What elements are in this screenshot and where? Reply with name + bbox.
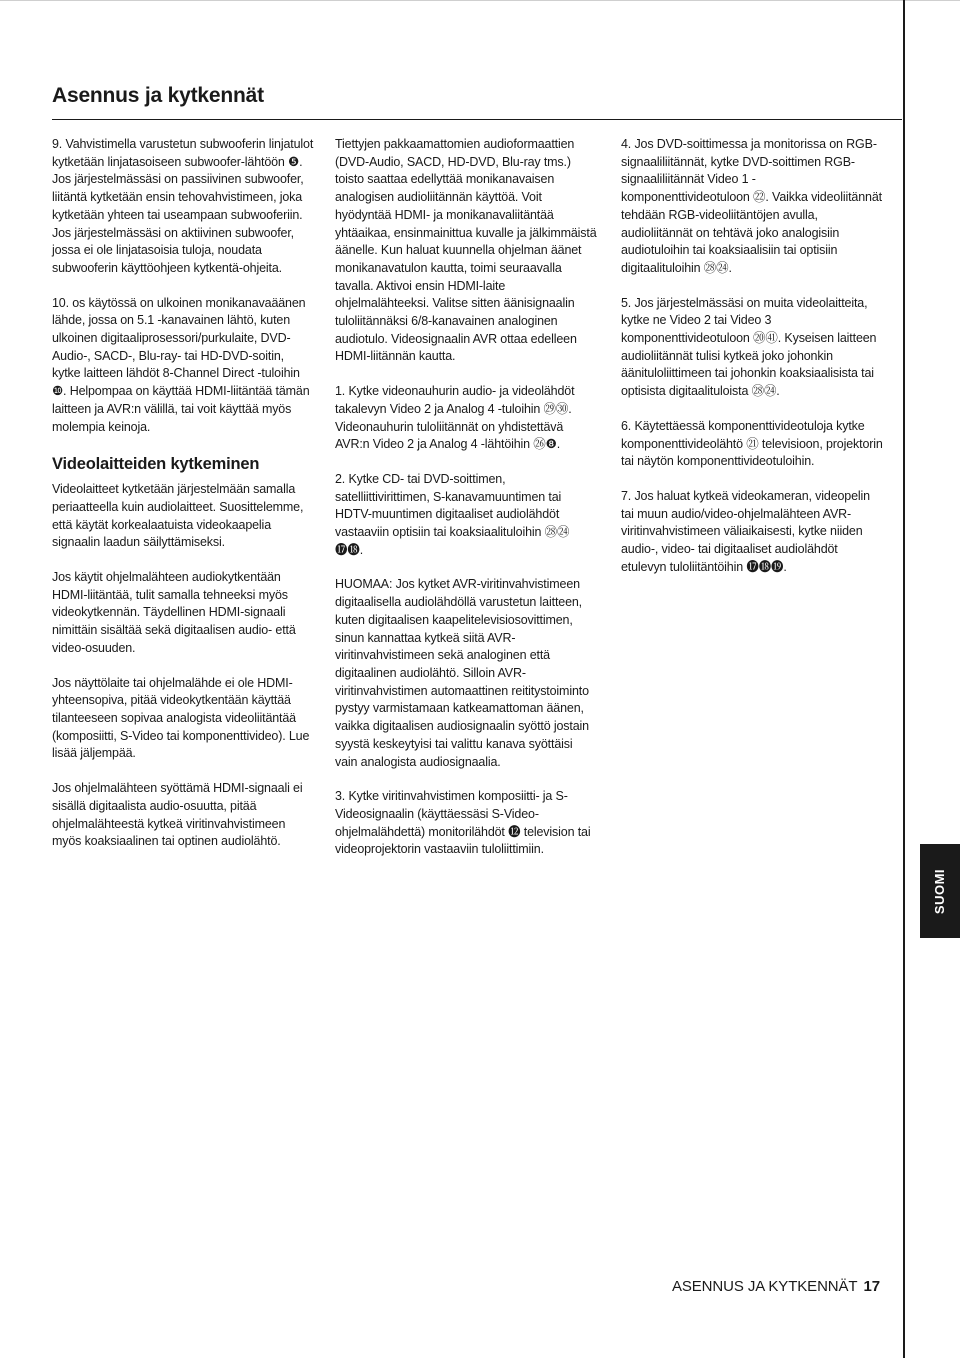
language-tab-label: SUOMI bbox=[932, 868, 948, 914]
paragraph-analog-video: Jos näyttölaite tai ohjelmalähde ei ole HDMI-yhteensopiva, pitää videokytkentään käyttää tilanteeseen sopivaa analogista videoliitäntää (komposiitti, S-Video tai komponenttivideo). Lue lisää jäljempää. bbox=[52, 675, 310, 761]
title-rule bbox=[52, 119, 902, 120]
language-tab bbox=[920, 844, 960, 938]
paragraph-subwoofer: 9. Vahvistimella varustetun subwooferin linjatulot kytketään linjatasoiseen subwoofer-lähtöön ❺. Jos järjestelmässäsi on passiivinen subwoofer, liitäntä kytketään ensin tehovahvistimeen, joka kytketään yhteen tai useampaan subwooferiin. Jos järjestelmässäsi on aktiivinen subwoofer, jossa ei ole linjatasoisia tuloja, noudata subwooferin käyttöohjeen kytkentä-ohjeita. bbox=[52, 137, 314, 275]
paragraph-step-6-component: 6. Käytettäessä komponenttivideotuloja kytke komponenttivideolähtö ㉑ televisioon, projektorin tai näytön komponenttivideotuloihin. bbox=[621, 418, 883, 469]
paragraph-step-5-other-video: 5. Jos järjestelmässäsi on muita videolaitteita, kytke ne Video 2 tai Video 3 komponenttivideotuloon ⑳㊶. Kyseisen laitteen audioliitännät tulisi kytkeä joko johonkin äänituloliittimeen tai johonkin koaksiaalisista tai optisista digitaalituloista ㉘㉔. bbox=[621, 295, 877, 399]
page-title: Asennus ja kytkennät bbox=[52, 84, 264, 107]
footer-section-label: ASENNUS JA KYTKENNÄT bbox=[671, 1278, 858, 1295]
paragraph-hdmi-audio: Jos käytit ohjelmalähteen audiokytkentään HDMI-liitäntää, tulit samalla tehneeksi myös videokytkennän. Täydellinen HDMI-signaali nimittäin sisältää sekä digitaalisen audio- että video-osuuden. bbox=[52, 570, 296, 655]
page-number: 17 bbox=[863, 1278, 880, 1295]
column-2 bbox=[335, 136, 597, 876]
column-1 bbox=[52, 136, 314, 868]
column-3 bbox=[621, 136, 883, 593]
page-margin-rule bbox=[903, 0, 905, 1358]
page-footer bbox=[672, 1278, 880, 1295]
paragraph-hdmi-no-audio: Jos ohjelmalähteen syöttämä HDMI-signaali ei sisällä digitaalista audio-osuutta, pitää ohjelmalähteestä kytkeä viritinvahvistimeen myös koaksiaalinen tai optinen audiolähtö. bbox=[52, 781, 303, 849]
paragraph-step-3-monitor: 3. Kytke viritinvahvistimen komposiitti- ja S-Videosignaalin (käyttäessäsi S-Video-ohjelmalähdettä) monitorilähdöt ⓬ television tai videoprojektorin vastaaviin tuloliittimiin. bbox=[335, 789, 591, 857]
paragraph-step-4-rgb: 4. Jos DVD-soittimessa ja monitorissa on RGB-signaaliliitännät, kytke DVD-soittimen RGB-signaaliliitännät Video 1 -komponenttivideotuloon ㉒. Vaikka videoliitännät tehdään RGB-videoliitäntöjen avulla, audioliitännät on tehtävä joko analogisiin audiotuloihin tai koaksiaalisiin tai optisiin digitaalituloihin ㉘㉔. bbox=[621, 137, 882, 275]
paragraph-multichannel-source: 10. os käytössä on ulkoinen monikanavaäänen lähde, jossa on 5.1 -kanavainen lähtö, kuten ulkoinen digitaaliprosessori/purkulaite, DVD-Audio-, SACD-, Blu-ray- tai HD-DVD-soitin, kytke laitteen lähdöt 8-Channel Direct -tuloihin ❿. Helpompaa on käyttää HDMI-liitäntää tämän laitteen ja AVR:n välillä, tai voit käyttää myös molempia keinoja. bbox=[52, 295, 310, 434]
paragraph-uncompressed-formats: Tiettyjen pakkaamattomien audioformaattien (DVD-Audio, SACD, HD-DVD, Blu-ray tms.) toisto saattaa edellyttää monikanavaisen analogisen audioliitännän käyttöä. Voit hyödyntää HDMI- ja monikanavaliitäntää yhtäaikaa, ensinmainittua kuvalle ja jälkimmäistä äänelle. Kun haluat kuunnella ohjelman äänet monikanavatulon kautta, toimi seuraavalla tavalla. Aktivoi ensin HDMI-laite ohjelmalähteeksi. Valitse sitten äänisignaalin tuloliitännäksi 6/8-kanavainen analoginen audiotulo. Videosignaalin AVR ottaa edelleen HDMI-liitännän kautta. bbox=[335, 137, 597, 364]
top-page-edge bbox=[0, 0, 960, 1]
paragraph-note: HUOMAA: Jos kytket AVR-viritinvahvistimeen digitaalisella audiolähdöllä varustetun laitteen, kuten digitaalisen kaapelitelevisiosovittimen, sinun kannattaa kytkeä siitä AVR-viritinvahvistimeen sekä analoginen että digitaalinen audiolähtö. Silloin AVR-viritinvahvistimen automaattinen reititystoiminto pystyy varmistamaan katkeamattoman äänen, vaikka digitaalisen audiosignaalin syöttö jostain syystä keskeytyisi tai valittu kanava syöttäisi vain analogista audiosignaalia. bbox=[335, 577, 589, 769]
paragraph-step-7-front-inputs: 7. Jos haluat kytkeä videokameran, videopelin tai muun audio/video-ohjelmalähteen AVR-viritinvahvistimeen väliaikaisesti, kytke niiden audio-, video- tai digitaaliset audiolähdöt etulevyn tuloliitäntöihin ⓱⓲⓳. bbox=[621, 488, 870, 574]
paragraph-video-intro: Videolaitteet kytketään järjestelmään samalla periaatteella kuin audiolaitteet. Suosittelemme, että käytät korkealaatuista videokaapelia signaalin laadun säilyttämiseksi. bbox=[52, 482, 304, 550]
paragraph-step-2-digital: 2. Kytke CD- tai DVD-soittimen, satelliittivirittimen, S-kanavamuuntimen tai HDTV-muuntimen digitaaliset audiolähdöt vastaaviin optisiin tai koaksiaalituloihin ㉘㉔⓱⓲. bbox=[335, 471, 570, 557]
section-heading-video: Videolaitteiden kytkeminen bbox=[52, 455, 260, 474]
paragraph-step-1-vcr: 1. Kytke videonauhurin audio- ja videolähdöt takalevyn Video 2 ja Analog 4 -tuloihin ㉙㉚. Videonauhurin tuloliitännät on yhdistettävä AVR:n Video 2 ja Analog 4 -lähtöihin ㉖❽. bbox=[335, 384, 575, 452]
